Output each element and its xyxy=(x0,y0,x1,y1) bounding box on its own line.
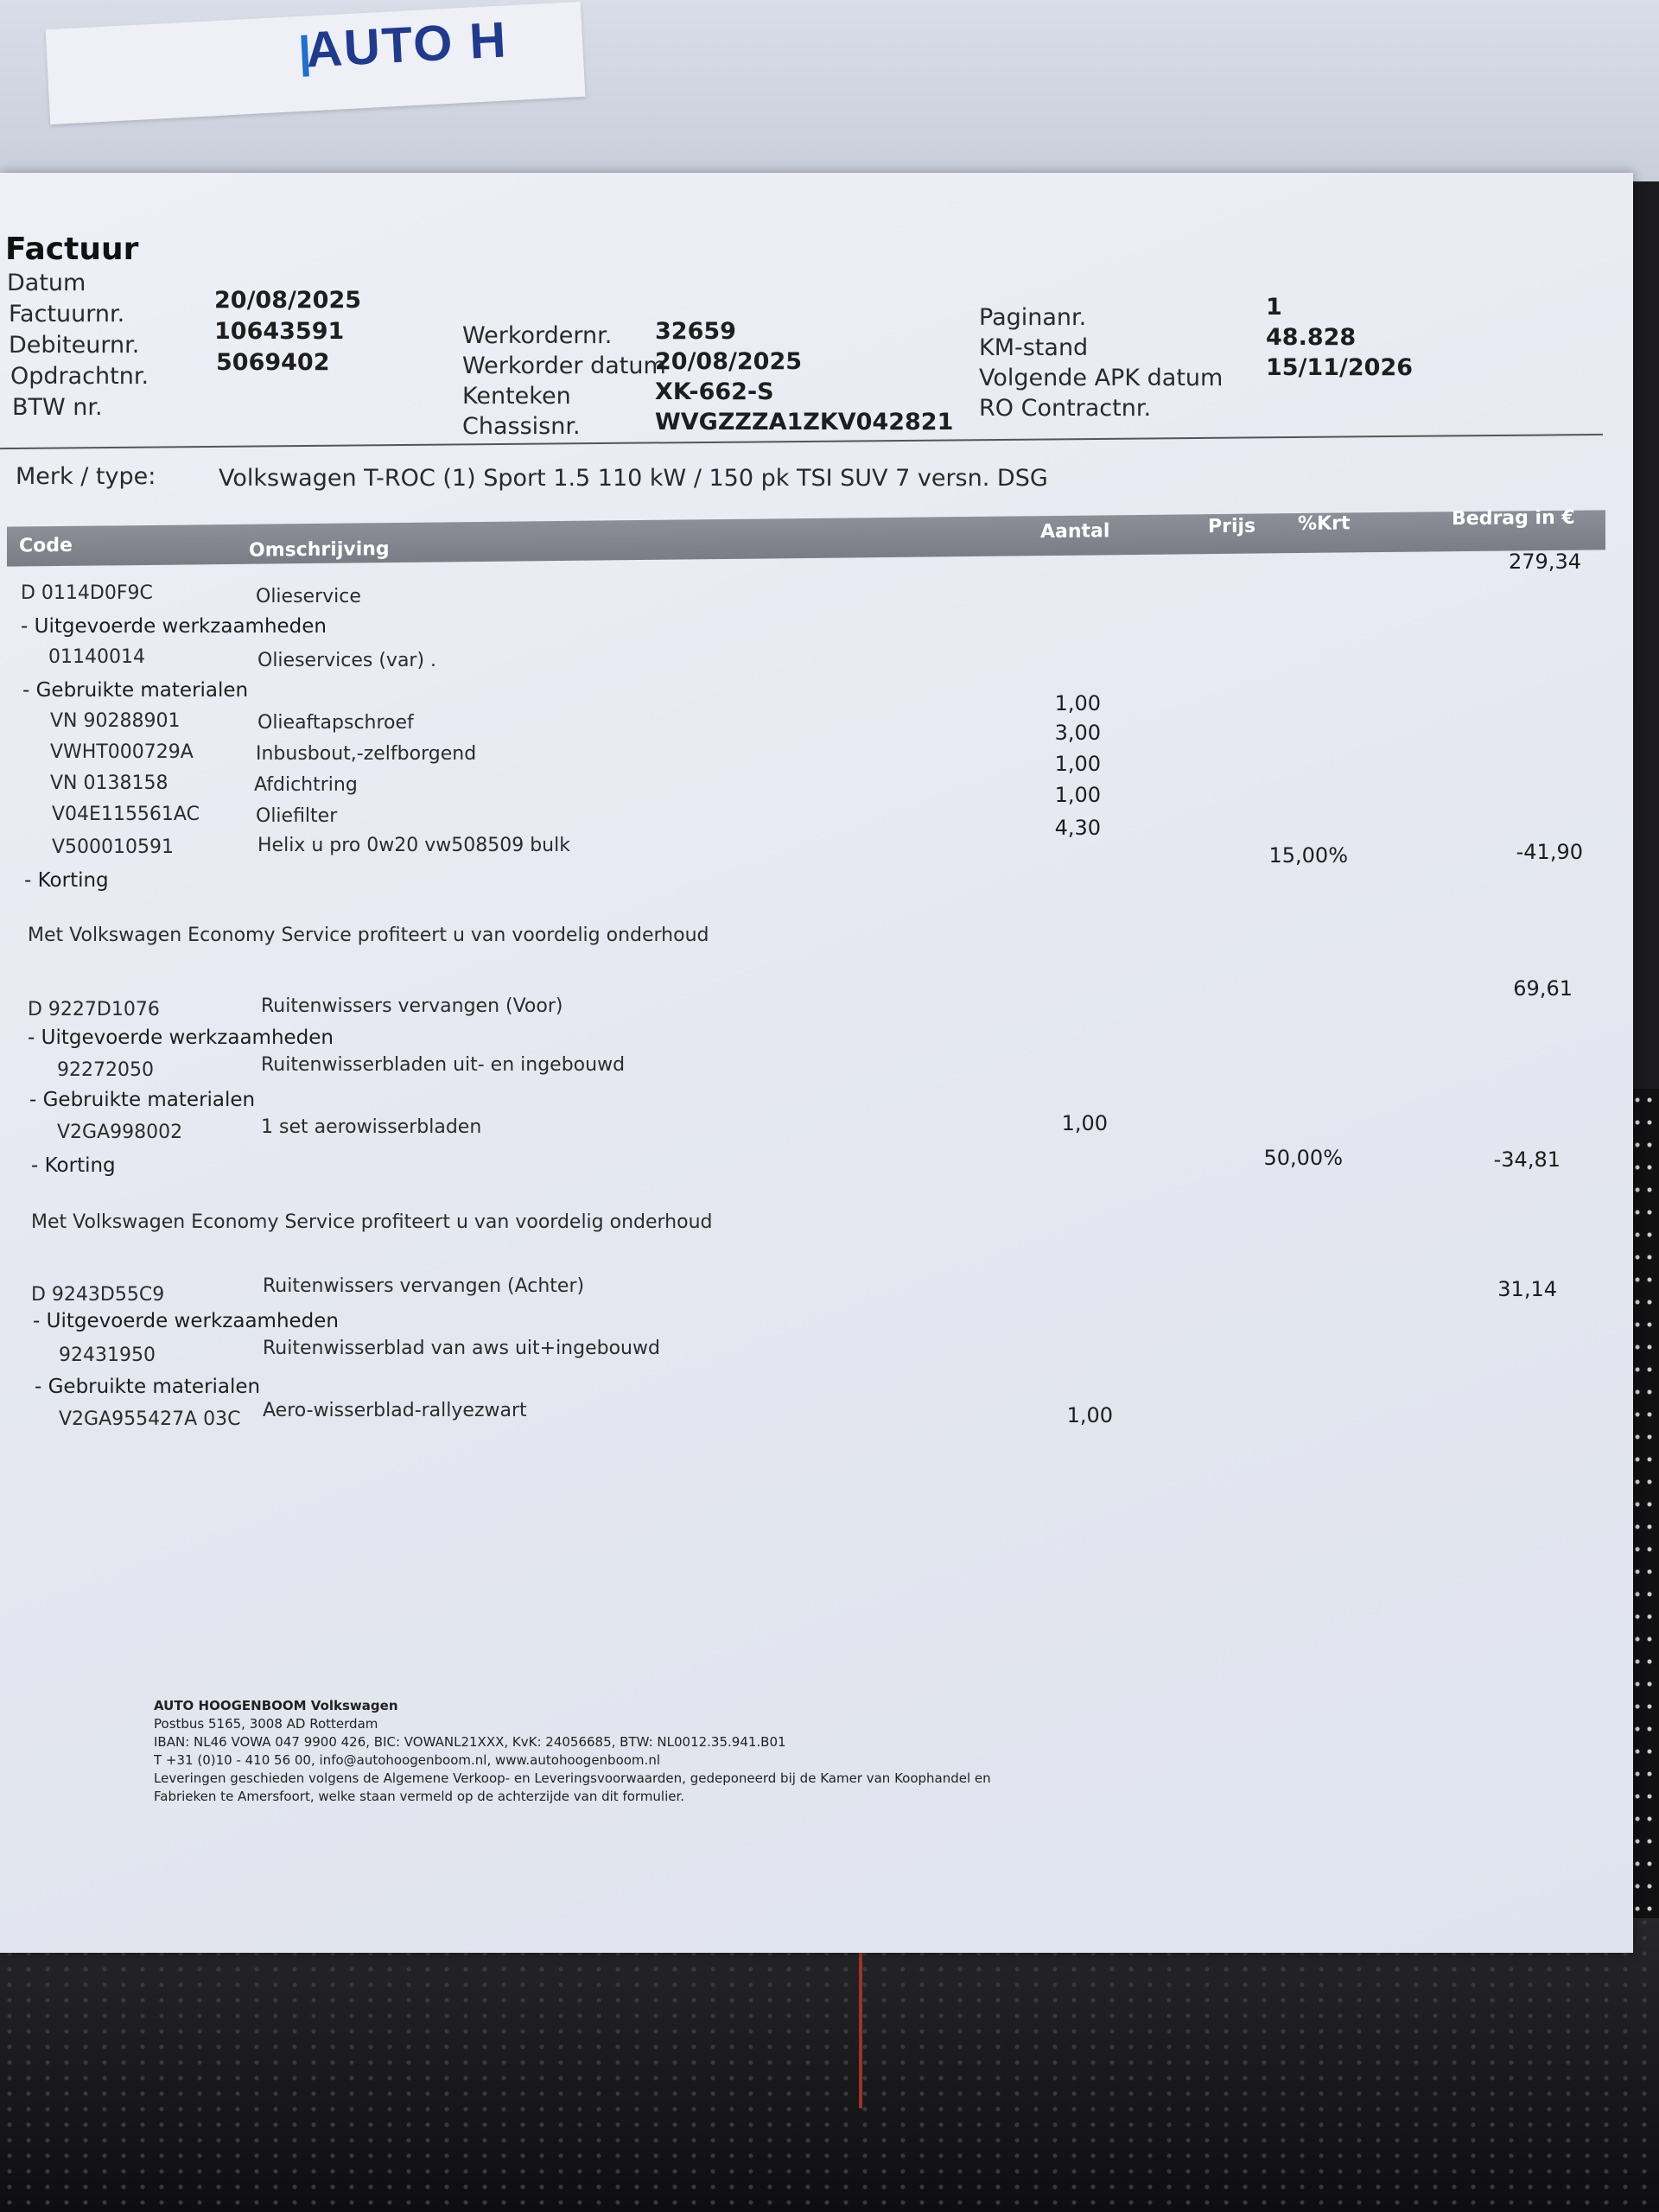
label-debiteurnr: Debiteurnr. xyxy=(9,332,140,359)
footer-company: AUTO HOOGENBOOM Volkswagen xyxy=(154,1698,398,1713)
discount-percent: 50,00% xyxy=(1263,1146,1343,1170)
table-row-desc: 1 set aerowisserbladen xyxy=(261,1116,482,1138)
value-werkorder-datum: 20/08/2025 xyxy=(655,348,803,375)
table-row-qty: 3,00 xyxy=(1054,721,1101,745)
col-code: Code xyxy=(19,534,73,557)
label-merk-type: Merk / type: xyxy=(16,463,156,490)
section-performed: - Uitgevoerde werkzaamheden xyxy=(28,1027,334,1049)
table-row-desc: Oliefilter xyxy=(256,805,338,827)
table-row-desc: Olieservice xyxy=(256,586,361,607)
value-debiteurnr: 5069402 xyxy=(216,349,330,376)
invoice-sheet xyxy=(0,173,1633,1953)
table-row-code: V2GA998002 xyxy=(57,1122,183,1143)
table-row-desc: Olieservices (var) . xyxy=(257,650,437,671)
table-row-code: 92431950 xyxy=(59,1344,156,1366)
footer-bank: IBAN: NL46 VOWA 047 9900 426, BIC: VOWANL21XXX, KvK: 24056685, BTW: NL0012.35.941.B01 xyxy=(154,1734,786,1750)
table-row-qty: 1,00 xyxy=(1066,1403,1113,1427)
section-materials: - Gebruikte materialen xyxy=(29,1089,256,1111)
discount-amount: -34,81 xyxy=(1493,1147,1560,1172)
label-ro-contract: RO Contractnr. xyxy=(979,395,1152,422)
label-apk: Volgende APK datum xyxy=(979,365,1224,391)
label-km-stand: KM-stand xyxy=(979,334,1089,361)
label-datum: Datum xyxy=(7,270,86,296)
table-row-amount: 69,61 xyxy=(1513,976,1573,1001)
table-row-code: 01140014 xyxy=(48,646,145,668)
label-paginanr: Paginanr. xyxy=(979,304,1087,331)
label-factuurnr: Factuurnr. xyxy=(9,301,125,327)
table-row-code: V500010591 xyxy=(52,836,175,858)
table-row-amount: 279,34 xyxy=(1509,550,1581,574)
table-row-code: V2GA955427A 03C xyxy=(59,1408,241,1430)
table-row-qty: 1,00 xyxy=(1054,752,1101,776)
value-apk: 15/11/2026 xyxy=(1266,354,1414,381)
value-chassisnr: WVGZZZA1ZKV042821 xyxy=(655,409,954,435)
footer-address: Postbus 5165, 3008 AD Rotterdam xyxy=(154,1716,378,1732)
table-row-qty: 1,00 xyxy=(1061,1111,1108,1135)
value-factuurnr: 10643591 xyxy=(214,318,345,345)
value-kenteken: XK-662-S xyxy=(655,378,774,405)
value-merk-type: Volkswagen T-ROC (1) Sport 1.5 110 kW / 150 pk TSI SUV 7 versn. DSG xyxy=(219,465,1048,492)
table-row-code: VN 0138158 xyxy=(50,772,168,794)
invoice-title: Factuur xyxy=(5,232,139,267)
section-discount: - Korting xyxy=(24,869,109,892)
col-amount: Bedrag in € xyxy=(1452,506,1575,531)
table-row-desc: Helix u pro 0w20 vw508509 bulk xyxy=(257,835,570,856)
label-werkorder-datum: Werkorder datum xyxy=(462,353,666,379)
value-paginanr: 1 xyxy=(1266,294,1282,321)
table-row-code: 92272050 xyxy=(57,1059,154,1081)
footer-terms: Leveringen geschieden volgens de Algemene Verkoop- en Leveringsvoorwaarden, gedeponeerd bij de Kamer van Koophandel en xyxy=(154,1770,991,1786)
label-opdrachtnr: Opdrachtnr. xyxy=(10,363,149,390)
table-row-desc: Ruitenwisserbladen uit- en ingebouwd xyxy=(261,1054,626,1076)
col-discount: %Krt xyxy=(1298,512,1351,536)
brand-logo: AUTO H xyxy=(304,11,509,79)
header-divider xyxy=(0,434,1603,449)
table-header xyxy=(7,506,1605,566)
section-materials: - Gebruikte materialen xyxy=(22,679,249,702)
value-datum: 20/08/2025 xyxy=(214,287,362,314)
discount-percent: 15,00% xyxy=(1268,843,1348,868)
table-row-code: D 9243D55C9 xyxy=(31,1284,165,1306)
table-row-code: V04E115561AC xyxy=(52,804,200,825)
col-quantity: Aantal xyxy=(1040,520,1110,543)
table-row-qty: 4,30 xyxy=(1054,816,1101,840)
table-row-desc: Afdichtring xyxy=(254,774,358,796)
table-row-desc: Inbusbout,-zelfborgend xyxy=(256,743,477,765)
label-btw: BTW nr. xyxy=(12,394,103,421)
table-row-qty: 1,00 xyxy=(1054,691,1101,715)
section-performed: - Uitgevoerde werkzaamheden xyxy=(21,615,327,638)
table-row-code: VN 90288901 xyxy=(50,710,181,732)
label-werkordernr: Werkordernr. xyxy=(462,322,613,349)
table-row-desc: Ruitenwisserblad van aws uit+ingebouwd xyxy=(263,1338,660,1359)
col-description: Omschrijving xyxy=(249,538,390,562)
promo-note: Met Volkswagen Economy Service profiteert u van voordelig onderhoud xyxy=(28,925,709,946)
col-price: Prijs xyxy=(1208,515,1256,538)
value-werkordernr: 32659 xyxy=(655,318,736,345)
promo-note: Met Volkswagen Economy Service profiteert u van voordelig onderhoud xyxy=(31,1211,713,1233)
discount-amount: -41,90 xyxy=(1516,840,1583,864)
table-row-code: D 9227D1076 xyxy=(28,999,160,1020)
section-performed: - Uitgevoerde werkzaamheden xyxy=(33,1310,340,1332)
table-row-qty: 1,00 xyxy=(1054,783,1101,807)
label-chassisnr: Chassisnr. xyxy=(462,413,581,440)
top-slip xyxy=(46,2,586,124)
table-row-code: D 0114D0F9C xyxy=(21,582,153,604)
section-discount: - Korting xyxy=(31,1154,116,1177)
table-row-desc: Aero-wisserblad-rallyezwart xyxy=(263,1400,527,1421)
label-kenteken: Kenteken xyxy=(462,383,571,410)
section-materials: - Gebruikte materialen xyxy=(35,1376,261,1398)
table-row-amount: 31,14 xyxy=(1497,1277,1557,1301)
footer-terms-2: Fabrieken te Amersfoort, welke staan vermeld op de achterzijde van dit formulier. xyxy=(154,1789,685,1804)
footer-contact: T +31 (0)10 - 410 56 00, info@autohoogenboom.nl, www.autohoogenboom.nl xyxy=(154,1752,660,1768)
table-row-desc: Ruitenwissers vervangen (Achter) xyxy=(263,1275,585,1297)
table-row-desc: Olieaftapschroef xyxy=(257,712,414,734)
value-km-stand: 48.828 xyxy=(1266,324,1357,351)
company-footer xyxy=(154,1697,991,1806)
table-row-code: VWHT000729A xyxy=(50,741,194,763)
table-row-desc: Ruitenwissers vervangen (Voor) xyxy=(261,995,563,1017)
background-paper xyxy=(0,0,1659,181)
